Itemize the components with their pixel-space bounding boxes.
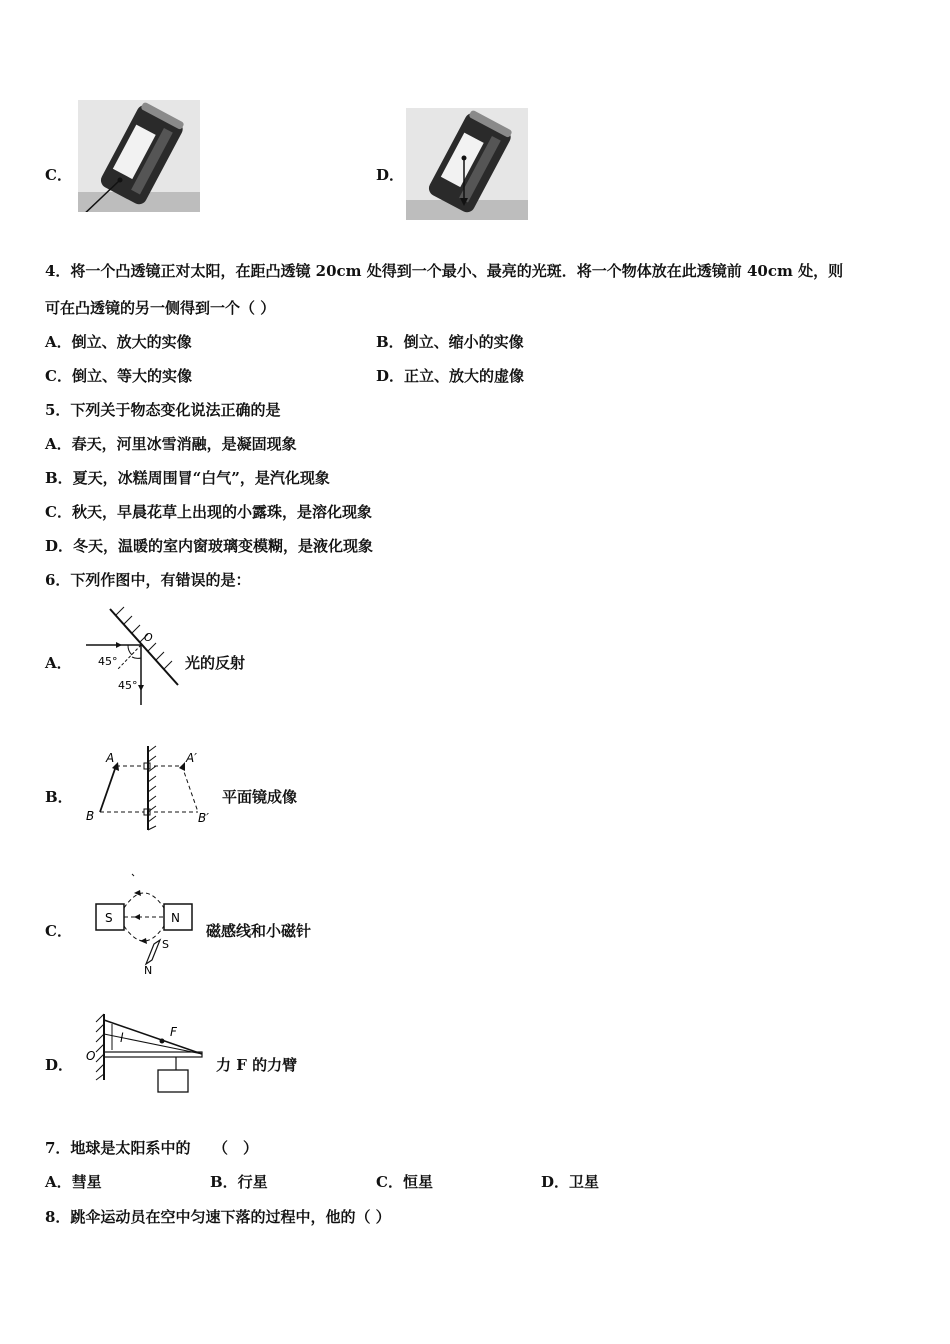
q6-b-point-a: A — [106, 751, 115, 765]
q3-option-c-label: C． — [45, 166, 72, 184]
q6-lever-diagram — [84, 1010, 216, 1102]
q3-option-c-image — [78, 100, 200, 212]
q4-option-b: B．倒立、缩小的实像 — [376, 333, 524, 351]
q6-c-needle-s: S — [162, 938, 169, 951]
q7-option-c: C．恒星 — [376, 1173, 433, 1191]
q6-c-magnet-n: N — [171, 911, 180, 925]
q6-option-d-label: D． — [45, 1056, 74, 1074]
q3-option-d-label: D． — [376, 166, 405, 184]
q4-option-a: A．倒立、放大的实像 — [45, 333, 192, 351]
q6-reflection-diagram — [78, 605, 188, 710]
q6-d-point-o: O — [86, 1049, 96, 1063]
q7-option-b: B．行星 — [210, 1173, 268, 1191]
q6-d-arm-l: l — [120, 1031, 124, 1045]
q5-option-d: D．冬天，温暖的室内窗玻璃变模糊，是液化现象 — [45, 537, 374, 555]
q6-option-d-caption: 力 F 的力臂 — [216, 1056, 298, 1074]
q4-stem-line2: 可在凸透镜的另一侧得到一个（ ） — [45, 299, 276, 317]
q6-c-magnet-s: S — [105, 911, 113, 925]
q6-d-force-f: F — [170, 1025, 177, 1039]
q6-c-needle-n: N — [144, 964, 153, 977]
q5-stem: 5．下列关于物态变化说法正确的是 — [45, 401, 281, 419]
q7-option-a: A．彗星 — [45, 1173, 102, 1191]
q6-b-point-a-prime: A′ — [186, 751, 197, 765]
q6-plane-mirror-diagram — [82, 742, 222, 834]
q7-option-d: D．卫星 — [541, 1173, 600, 1191]
q5-option-b: B．夏天，冰糕周围冒“白气”，是汽化现象 — [45, 469, 330, 487]
q6-a-angle-1: 45° — [98, 655, 118, 668]
q6-b-point-b: B — [86, 809, 95, 823]
q8-stem: 8．跳伞运动员在空中匀速下落的过程中，他的（ ） — [45, 1208, 391, 1226]
q5-option-a: A．春天，河里冰雪消融，是凝固现象 — [45, 435, 297, 453]
q5-option-c: C．秋天，早晨花草上出现的小露珠，是溶化现象 — [45, 503, 372, 521]
q6-a-angle-2: 45° — [118, 679, 138, 692]
q4-option-d: D．正立、放大的虚像 — [376, 367, 525, 385]
q7-stem: 7．地球是太阳系中的 （ ） — [45, 1139, 258, 1157]
q6-b-point-b-prime: B′ — [198, 811, 209, 825]
q6-stem: 6．下列作图中，有错误的是： — [45, 571, 251, 589]
q6-magnet-diagram — [88, 872, 206, 977]
q6-option-b-caption: 平面镜成像 — [222, 788, 298, 806]
q6-option-a-label: A． — [45, 654, 72, 672]
q6-option-b-label: B． — [45, 788, 73, 806]
q4-stem-line1: 4．将一个凸透镜正对太阳，在距凸透镜 20cm 处得到一个最小、最亮的光斑．将一个物体放在此透镜前 40cm 处，则 — [45, 262, 844, 280]
can-photo-d — [406, 108, 528, 220]
q6-option-c-caption: 磁感线和小磁针 — [206, 922, 312, 940]
q6-a-point-o: O — [144, 631, 153, 644]
q6-option-a-caption: 光的反射 — [185, 654, 246, 672]
q3-option-d-image — [406, 108, 528, 220]
q4-option-c: C．倒立、等大的实像 — [45, 367, 192, 385]
can-photo-c — [78, 100, 200, 212]
q6-option-c-label: C． — [45, 922, 72, 940]
